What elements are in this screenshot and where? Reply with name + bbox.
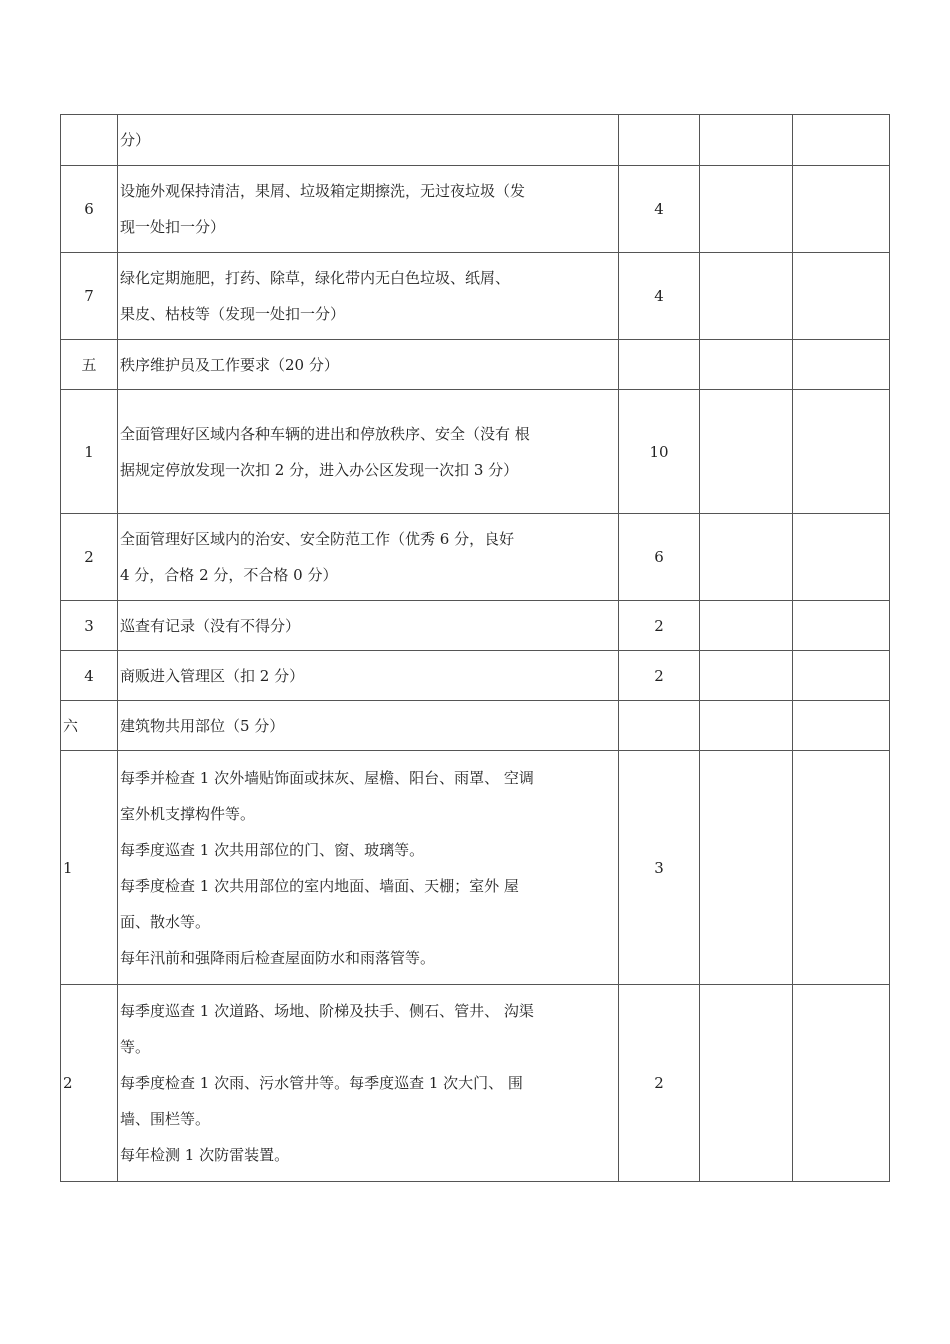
item-description: 全面管理好区域内的治安、安全防范工作（优秀 6 分，良好 4 分，合格 2 分，不合格 0 分） (118, 514, 619, 601)
section-title: 建筑物共用部位（5 分） (118, 701, 619, 751)
table-row (61, 985, 890, 1182)
table-row (61, 115, 890, 166)
evaluation-table (60, 114, 890, 1182)
blank-cell (700, 601, 793, 651)
row-number: 1 (61, 390, 118, 514)
blank-cell (700, 985, 793, 1182)
section-number: 五 (61, 340, 118, 390)
section-row (61, 340, 890, 390)
row-number: 7 (61, 253, 118, 340)
score-value (619, 115, 700, 166)
blank-cell (700, 514, 793, 601)
table-row (61, 751, 890, 985)
blank-cell (793, 340, 890, 390)
blank-cell (793, 651, 890, 701)
score-value: 2 (619, 601, 700, 651)
row-number: 2 (61, 514, 118, 601)
table-row (61, 514, 890, 601)
section-number: 六 (61, 701, 118, 751)
blank-cell (700, 115, 793, 166)
blank-cell (793, 985, 890, 1182)
score-value: 2 (619, 651, 700, 701)
section-title: 秩序维护员及工作要求（20 分） (118, 340, 619, 390)
score-value: 4 (619, 166, 700, 253)
blank-cell (700, 340, 793, 390)
score-value: 2 (619, 985, 700, 1182)
item-description: 每季并检查 1 次外墙贴饰面或抹灰、屋檐、阳台、雨罩、 空调 室外机支撑构件等。 每季度巡查 1 次共用部位的门、窗、玻璃等。 每季度检查 1 次共用部位的室内地面、墙面、天棚；室外 屋 面、散水等。 每年汛前和强降雨后检查屋面防水和雨落管等。 (118, 751, 619, 985)
item-description: 商贩进入管理区（扣 2 分） (118, 651, 619, 701)
score-value: 3 (619, 751, 700, 985)
row-number: 2 (61, 985, 118, 1182)
item-description: 绿化定期施肥，打药、除草，绿化带内无白色垃圾、纸屑、 果皮、枯枝等（发现一处扣一分） (118, 253, 619, 340)
table-row (61, 651, 890, 701)
blank-cell (793, 514, 890, 601)
blank-cell (700, 751, 793, 985)
blank-cell (700, 166, 793, 253)
table-row (61, 166, 890, 253)
table-row (61, 390, 890, 514)
score-value: 10 (619, 390, 700, 514)
section-row (61, 701, 890, 751)
item-description: 设施外观保持清洁，果屑、垃圾箱定期擦洗，无过夜垃圾（发 现一处扣一分） (118, 166, 619, 253)
row-number: 3 (61, 601, 118, 651)
blank-cell (793, 166, 890, 253)
score-value: 6 (619, 514, 700, 601)
blank-cell (700, 390, 793, 514)
score-value: 4 (619, 253, 700, 340)
blank-cell (793, 601, 890, 651)
row-number: 6 (61, 166, 118, 253)
item-description: 全面管理好区域内各种车辆的进出和停放秩序、安全（没有 根 据规定停放发现一次扣 2 分，进入办公区发现一次扣 3 分） (118, 390, 619, 514)
blank-cell (700, 253, 793, 340)
blank-cell (700, 651, 793, 701)
score-value (619, 340, 700, 390)
blank-cell (793, 390, 890, 514)
row-number: 4 (61, 651, 118, 701)
table-row (61, 253, 890, 340)
blank-cell (793, 115, 890, 166)
item-description: 分） (118, 115, 619, 166)
blank-cell (793, 253, 890, 340)
score-value (619, 701, 700, 751)
item-description: 每季度巡查 1 次道路、场地、阶梯及扶手、侧石、管井、 沟渠 等。 每季度检查 1 次雨、污水管井等。每季度巡查 1 次大门、 围 墙、围栏等。 每年检测 1 次防雷装置。 (118, 985, 619, 1182)
item-description: 巡查有记录（没有不得分） (118, 601, 619, 651)
blank-cell (700, 701, 793, 751)
row-number: 1 (61, 751, 118, 985)
blank-cell (793, 701, 890, 751)
table-row (61, 601, 890, 651)
blank-cell (793, 751, 890, 985)
row-number (61, 115, 118, 166)
